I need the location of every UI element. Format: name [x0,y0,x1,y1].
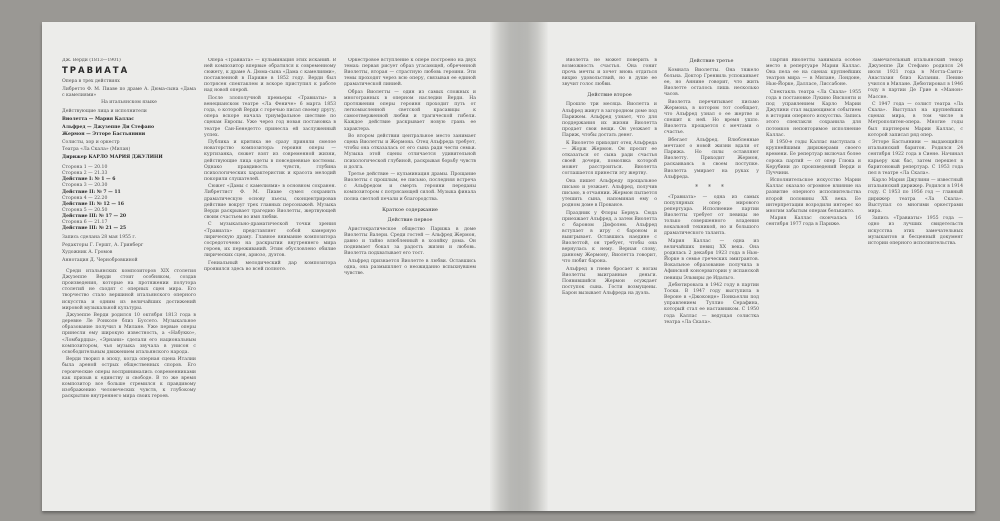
paragraph: Среди итальянских композиторов XIX столетия Джузеппе Верди стоит особняком, создав произведения, которые на протяжении полутора столетий не сходят с оперных сцен мира. Его творчество стало вершиной итальянского оперного искусства и одним из величайших достижений мировой музыкальной культуры. [62,269,196,311]
paragraph: Джузеппе Верди родился 10 октября 1813 года в деревне Ле Ронколе близ Буссето. Музыкальное образование получил в Милане. Уже первые оперы принесли ему широкую известность, а «Набукко», «Ломбардцы», «Эрнани» сделали его национальным композитором, чья музыка звучала в унисон с освободительным движением итальянского народа. [62,313,196,355]
spread-spine [490,22,548,511]
paragraph: Верди творил в эпоху, когда оперная сцена Италии была ареной острых общественных споров. Его героические оперы воспринимались современниками как призыв к единству и свободе. В то же время композитор все больше стремился к правдивому изображению человеческих чувств, к глубокому раскрытию внутреннего мира своих героев. [62,357,196,399]
opera-author: Дж. Верди (1813—1901) [62,58,121,63]
paragraph: Альфред признается Виолетте в любви. Оставшись одна, она размышляет о неожиданно вспыхнувшем чувстве. [344,258,476,276]
side-4: Сторона 4 — 22.20 [62,195,108,201]
paragraph: Образ Виолетты — один из самых сложных и многогранных в оперном наследии Верди. На протяжении оперы героиня проходит путь от легкомысленной светской красавицы к самоотверженной любви и трагической гибели. Каждое действие раскрывает новую грань ее характера. [344,89,476,132]
libretto-credit: Либретто Ф. М. Пиаве по драме А. Дюма-сына «Дама с камелиями» [62,86,196,98]
paragraph: Исполнительское искусство Марии Каллас оказало огромное влияние на развитие оперного исполнительства второй половины XX века. Ее интерпретации возродили интерес ко многим забытым операм бельканто. [766,178,861,214]
paragraph: Третье действие — кульминация драмы. Прощание Виолетты с прошлым, ее письмо, последняя встреча с Альфредом и смерть героини переданы композитором с потрясающей силой. Музыка финала полна светлой печали и благородства. [344,172,476,202]
editors-credit: Редакторы Г. Гершт, А. Гринберг [62,242,144,248]
orchestra-credit: Солисты, хор и оркестр [62,139,120,145]
opera-title: ТРАВИАТА [62,66,130,77]
left-column-2 [204,58,336,498]
paragraph: Оркестровое вступление к опере построено на двух темах: первая рисует образ угасающей, обреченной Виолетты, вторая — страстную любовь героини. Эти темы проходят через всю оперу, связывая ее единой драматической линией. [344,58,476,88]
act-2b: Действие II: № 12 — 16 [62,201,124,207]
paragraph: Опера «Травиата» — кульминация этих исканий. В ней композитор впервые обратился к современному сюжету, к драме А. Дюма-сына «Дама с камелиями», поставленной в Париже в 1852 году. Верди был потрясен спектаклем и вскоре приступил к работе над новой оперой. [204,58,336,94]
side-3: Сторона 3 — 20.30 [62,183,108,189]
paragraph: Праздник у Флоры Бервуа. Сюда приезжает Альфред, а затем Виолетта с бароном Дюфолем. Альфред вступает в игру с бароном и выигрывает. Оставшись наедине с Виолеттой, он требует, чтобы она вернулась к нему. Верная слову, данному Жермону, Виолетта говорит, что любит барона. [562,210,657,265]
cast-heading: Действующие лица и исполнители [62,109,147,115]
paragraph: «Травиата» — одна из самых популярных опер мирового репертуара. Исполнение партии Виолетты требует от певицы не только совершенного владения вокальной техникой, но и большого драматического таланта. [664,194,759,237]
act-1-heading: Действие первое [387,216,433,223]
left-page [42,22,490,511]
recording-date: Запись сделана 28 мая 1955 г. [62,235,137,241]
conductor-credit: Дирижер КАРЛО МАРИЯ ДЖУЛИНИ [62,155,163,161]
paragraph: Мария Каллас скончалась 16 сентября 1977 года в Париже. [766,216,861,228]
paragraph: Виолетта перечитывает письмо Жермона, в котором тот сообщает, что Альфред узнал о ее жертве и спешит к ней. Но время ушло. Виолетта прощается с мечтами о счастье. [664,99,759,136]
paragraph: Спектакль театра «Ла Скала» 1955 года в постановке Лукино Висконти и под управлением Карло Марии Джулини стал выдающимся событием в истории оперного искусства. Запись этого спектакля сохранила для потомков неповторимое исполнение Каллас. [766,89,861,138]
paragraph: Дебютировала в 1942 году в партии Тоски. В 1947 году выступила в Вероне в «Джоконде» Понкьелли под управлением Туллио Серафина, который стал ее наставником. С 1950 года Каллас — ведущая солистка театра «Ла Скала». [664,283,759,325]
cast-violetta: Виолетта — Мария Каллас [62,117,135,123]
side-2: Сторона 2 — 21.33 [62,171,108,177]
artist-credit: Художник А. Громов [62,250,113,256]
synopsis-heading: Краткое содержание [382,206,438,213]
paragraph: В 1950-е годы Каллас выступала с крупнейшими дирижерами своего времени. Ее репертуар включал более сорока партий — от опер Глюка и Керубини до произведений Верди и Пуччини. [766,140,861,176]
section-divider-stars: * * * [695,183,728,191]
opera-subtitle: Опера в трех действиях [62,79,120,85]
right-column-2 [664,58,759,498]
paragraph: Публика и критика не сразу приняли смелое новаторство композитора: героиня оперы — куртизанка, сюжет взят из современной жизни, действующие лица одеты в повседневные костюмы. Однако правдивость чувств, глубина психологических характеристик и красота мелодий покорили слушателей. [204,140,336,182]
theatre-credit: Театра «Ла Скала» (Милан) [62,147,131,153]
sides-list [62,165,196,232]
paragraph: После злополучной премьеры «Травиаты» в венецианском театре «Ла Фениче» 6 марта 1853 года, о которой Верди с горечью писал своему другу, опера вскоре начала триумфальное шествие по сценам Европы. Уже через год новая постановка в театре Сан-Бенедетто принесла ей заслуженный успех. [204,96,336,138]
act-3b: Действие III: № 21 — 25 [62,226,127,232]
paragraph: Гениальный мелодический дар композитора проявился здесь во всей полноте. [204,260,336,272]
paragraph: Мария Каллас — одна из величайших певиц XX века. Она родилась 2 декабря 1923 года в Нью-Йорке в семье греческих эмигрантов. Вокальное образование получила в Афинской консерватории у испанской певицы Эльвиры де Идальго. [664,238,759,281]
paragraph: С музыкально-драматической точки зрения «Травиата» представляет собой камерную лирическую драму. Главное внимание композитора сосредоточено на раскрытии внутреннего мира героев, их переживаний. Этим обусловлено обилие лирических сцен, ариозо, дуэтов. [204,222,336,258]
paragraph: Запись «Травиаты» 1955 года — одно из лучших свидетельств искусства этих замечательных музыкантов и бесценный документ истории оперного исполнительства. [868,216,963,246]
right-column-4 [868,58,963,498]
right-column-3 [766,58,861,498]
left-column-1 [62,58,196,498]
notes-author: Аннотация Д. Чернобровкиной [62,257,138,263]
paragraph: Замечательный итальянский тенор Джузеппе Ди Стефано родился 24 июля 1921 года в Мотта-Санта-Анастазия близ Катании. Пению учился в Милане. Дебютировал в 1946 году в партии Де Грие в «Манон» Массне. [868,58,963,100]
paragraph: К Виолетте приходит отец Альфреда — Жорж Жермон. Он просит ее отказаться от сына ради счастья своей дочери, помолвка которой может расстроиться. Виолетта соглашается принести эту жертву. [562,140,657,176]
right-page [548,22,975,511]
paragraph: Партия Виолетты занимала особое место в репертуаре Марии Каллас. Она пела ее на сценах крупнейших театров мира — в Милане, Лондоне, Нью-Йорке, Далласе, Лиссабоне. [766,58,861,88]
side-6: Сторона 6 — 21.17 [62,219,108,225]
act-2-heading: Действие второе [587,92,632,99]
paragraph: Альфред в гневе бросает к ногам Виолетты выигранные деньги. Появившийся Жермон осуждает поступок сына. Гости возмущены. Барон вызывает Альфреда на дуэль. [562,266,657,297]
paragraph: Вбегает Альфред. Влюбленные мечтают о новой жизни вдали от Парижа. Но силы оставляют Виолетту. Приходит Жермон, раскаиваясь в своем поступке. Виолетта умирает на руках у Альфреда. [664,138,759,180]
paragraph: Карло Мария Джулини — известный итальянский дирижер. Родился в 1914 году. С 1953 по 1956 год — главный дирижер театра «Ла Скала». Выступал со многими оркестрами мира. [868,178,963,214]
paragraph: С 1947 года — солист театра «Ла Скала». Выступал на крупнейших сценах мира, в том числе в Метрополитен-опера. Многие годы был партнером Марии Каллас, с которой записал ряд опер. [868,102,963,138]
language-note: На итальянском языке [101,100,157,106]
album-spread [42,22,975,511]
paragraph: Сюжет «Дамы с камелиями» в основном сохранен. Либреттист Ф. М. Пиаве сумел сохранить драматическую основу пьесы, сконцентрировав действие вокруг трех главных персонажей. Музыка Верди раскрывает трагедию Виолетты, жертвующей своим счастьем во имя любви. [204,184,336,220]
paragraph: Виолетта не может поверить в возможность счастья. Она гонит прочь мечты и хочет вновь отдаться вихрю удовольствий, но в душе ее звучит голос любви. [562,58,657,88]
left-column-3 [344,58,476,498]
act-1: Действие I: № 1 — 6 [62,177,116,183]
paragraph: Этторе Бастьянини — выдающийся итальянский баритон. Родился 24 сентября 1922 года в Сиене. Начинал карьеру как бас, затем перешел в баритоновый репертуар. С 1953 года пел в театре «Ла Скала». [868,140,963,176]
side-5: Сторона 5 — 20.50 [62,207,108,213]
side-1: Сторона 1 — 20.10 [62,165,108,171]
right-column-1 [562,58,657,498]
act-3-heading: Действие третье [689,58,734,64]
cast-germont: Жермон — Этторе Бастьянини [62,132,146,138]
paragraph: Аристократическое общество Парижа в доме Виолетты Валери. Среди гостей — Альфред Жермон, давно и тайно влюбленный в хозяйку дома. Он поднимает бокал за радость жизни и любовь. Виолетта подхватывает его тост. [344,226,476,257]
paragraph: Она пишет Альфреду прощальное письмо и уезжает. Альфред, получив письмо, в отчаянии. Жермон пытается утешить сына, напоминая ему о родном доме в Провансе. [562,178,657,208]
paragraph: Комната Виолетты. Она тяжело больна. Доктор Гренвиль успокаивает ее, но Аннине говорит, что жить Виолетте осталось лишь несколько часов. [664,68,759,98]
act-2: Действие II: № 7 — 11 [62,189,121,195]
act-3: Действие III: № 17 — 20 [62,213,127,219]
cast-alfredo: Альфред — Джузеппе Ди Стефано [62,124,155,130]
paragraph: Во втором действии центральное место занимает сцена Виолетты и Жермона. Отец Альфреда требует, чтобы она отказалась от его сына ради чести семьи. Музыка этой сцены отличается удивительной психологической глубиной, раскрывая борьбу чувств и долга. [344,134,476,170]
paragraph: Прошло три месяца. Виолетта и Альфред живут в загородном доме под Парижем. Альфред узнает, что для поддержания их жизни Виолетта продает свои вещи. Он уезжает в Париж, чтобы достать денег. [562,102,657,138]
